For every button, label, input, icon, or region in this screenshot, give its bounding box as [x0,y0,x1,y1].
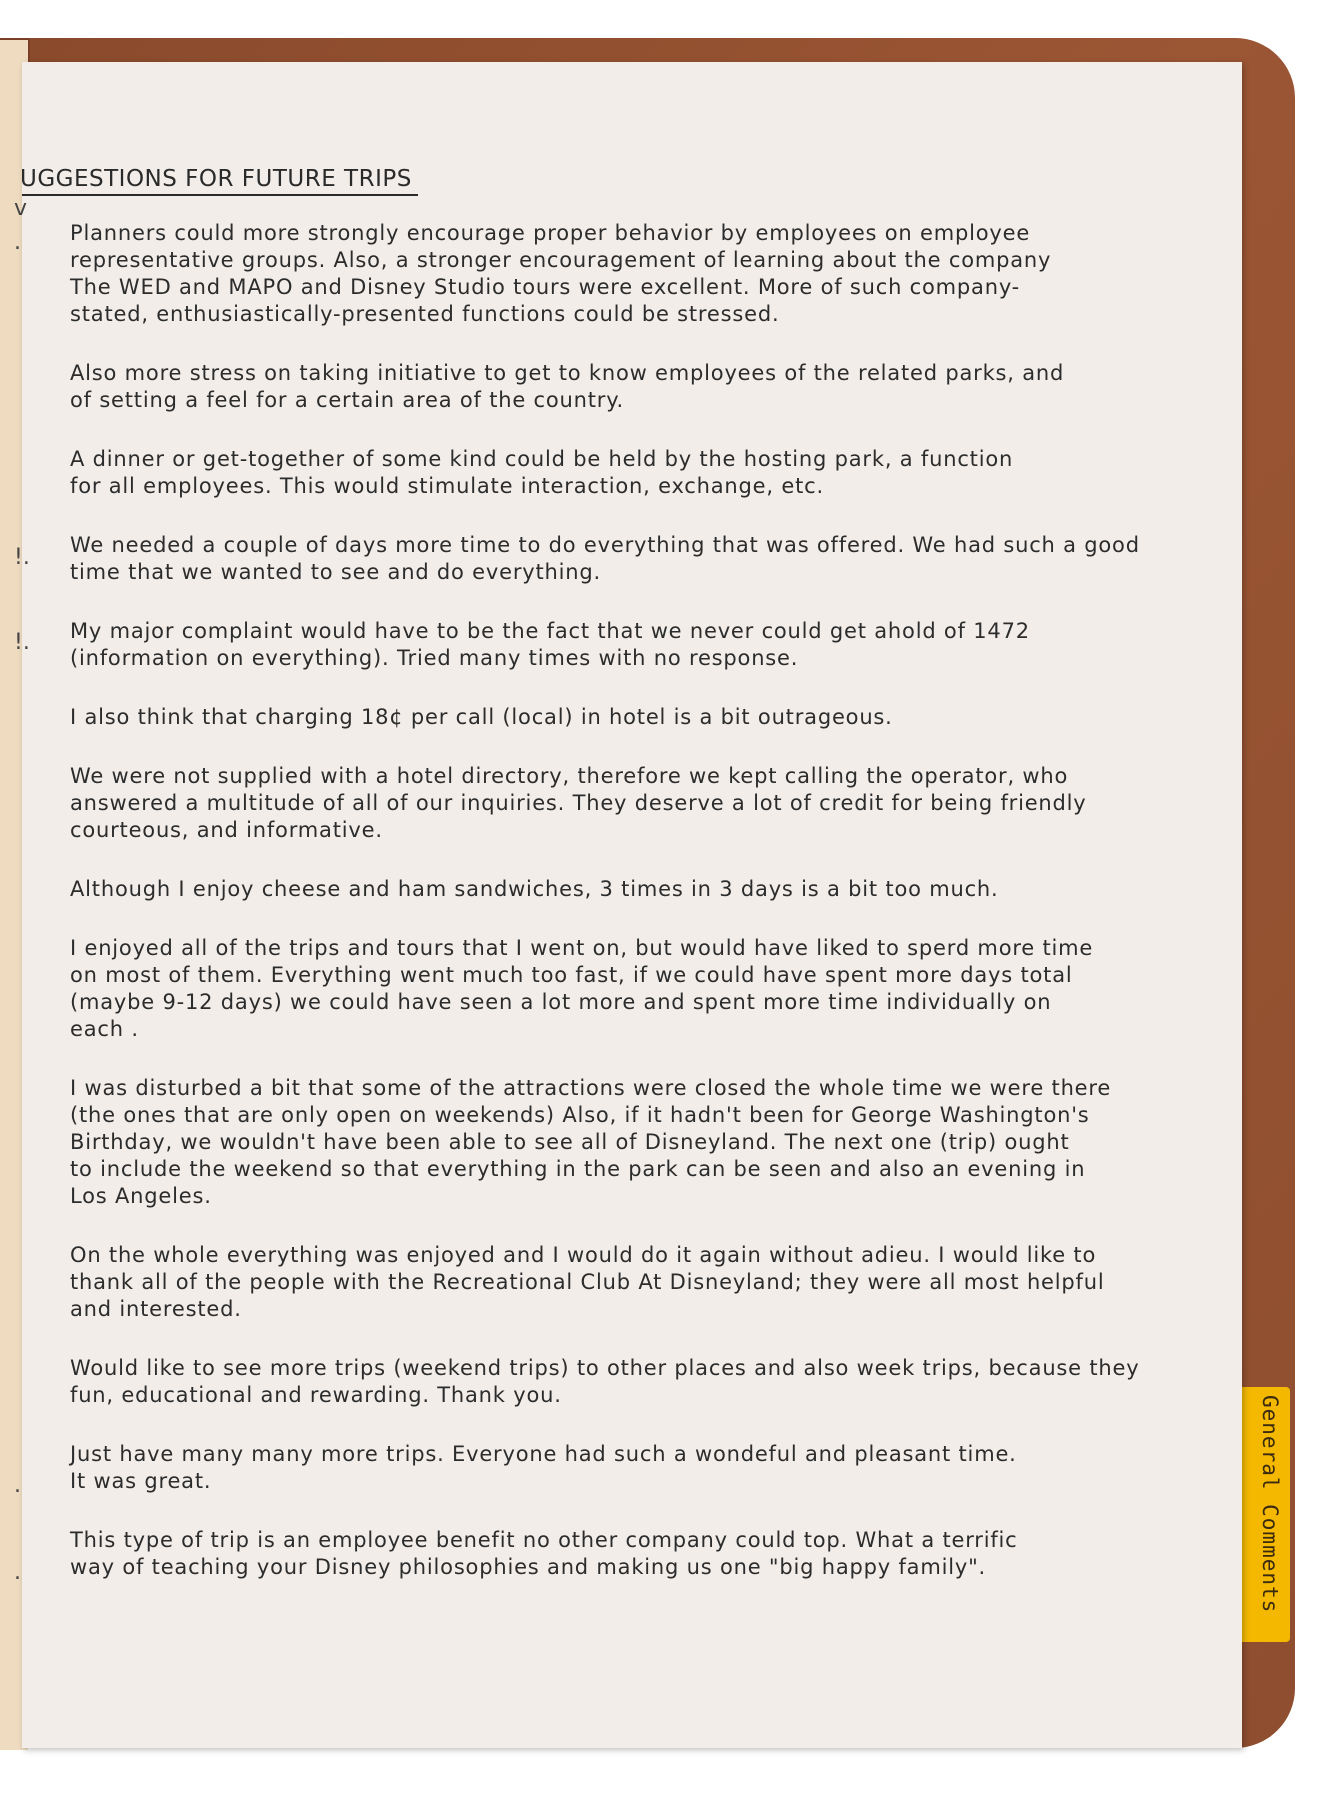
margin-mark: v [14,196,28,221]
margin-mark: . [14,230,21,255]
comment-paragraph: This type of trip is an employee benefit no other company could top. What a terrific way of teaching your Disney philosophies and making us one "big happy family". [70,1528,1018,1579]
section-heading: UGGESTIONS FOR FUTURE TRIPS [20,166,412,192]
section-tab-label: General Comments [1258,1395,1282,1614]
comment-paragraph: A dinner or get-together of some kind could be held by the hosting park, a function for all employees. This would stimulate interaction, exchange, etc. [70,447,1014,498]
comment-paragraph: I was disturbed a bit that some of the attractions were closed the whole time we were there (the ones that are only open on weekends) Also, if it hadn't been for George Washington's Birthday, we wouldn't have been able to see all of Disneyland. The next one (trip) ought to include the weekend so that everything in the park can be seen and also an evening in Los Angeles. [70,1076,1112,1208]
margin-mark: . [14,1473,21,1498]
comment-paragraph: Planners could more strongly encourage proper behavior by employees on employee representative groups. Also, a stronger encouragement of learning about the company The WED and MAPO and Disney Studio tours were excellent. More of such company- stated, enthusiastically-presented functions could be stressed. [70,221,1052,326]
heading-underline [22,194,418,196]
comment-paragraph: Also more stress on taking initiative to get to know employees of the related parks, and of setting a feel for a certain area of the country. [70,361,1065,412]
comment-paragraph: Would like to see more trips (weekend trips) to other places and also week trips, because they fun, educational and rewarding. Thank you. [70,1356,1140,1407]
comment-paragraph: My major complaint would have to be the fact that we never could get ahold of 1472 (information on everything). Tried many times with no response. [70,619,1030,670]
margin-mark: !. [14,630,30,655]
comments-body [70,220,1150,1613]
margin-mark: !. [14,545,30,570]
comment-paragraph: Just have many many more trips. Everyone had such a wondeful and pleasant time. It was great. [70,1442,1017,1493]
comment-paragraph: We were not supplied with a hotel directory, therefore we kept calling the operator, who answered a multitude of all of our inquiries. They deserve a lot of credit for being friendly courteous, and informative. [70,764,1087,842]
margin-mark: . [14,1560,21,1585]
comment-paragraph: We needed a couple of days more time to do everything that was offered. We had such a good time that we wanted to see and do everything. [70,533,1140,584]
comment-paragraph: On the whole everything was enjoyed and I would do it again without adieu. I would like to thank all of the people with the Recreational Club At Disneyland; they were all most helpful and interested. [70,1243,1105,1321]
comment-paragraph: I enjoyed all of the trips and tours that I went on, but would have liked to sperd more time on most of them. Everything went much too fast, if we could have spent more days total (maybe 9-12 days) we could have seen a lot more and spent more time individually on each . [70,936,1094,1041]
comment-paragraph: Although I enjoy cheese and ham sandwiches, 3 times in 3 days is a bit too much. [70,877,999,901]
comment-paragraph: I also think that charging 18¢ per call (local) in hotel is a bit outrageous. [70,705,893,729]
